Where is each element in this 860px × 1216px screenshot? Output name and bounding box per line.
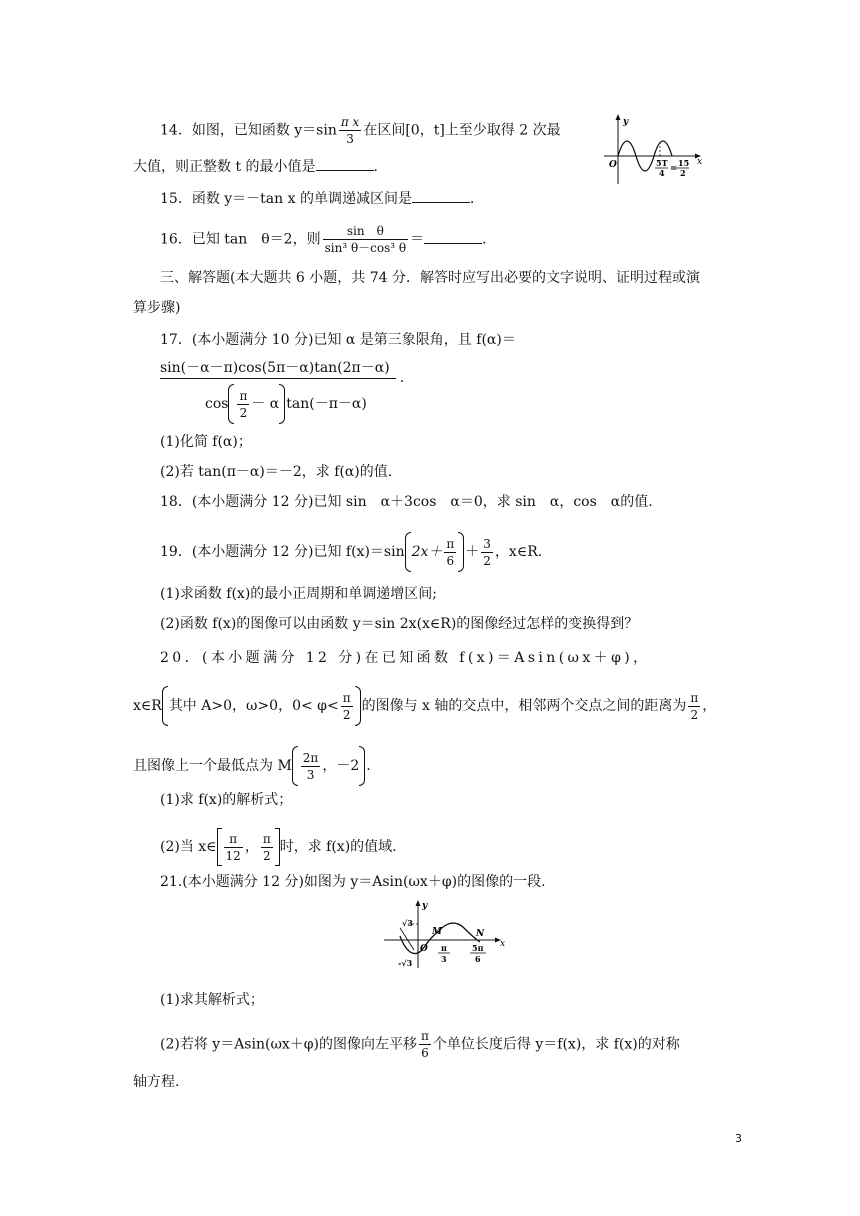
svg-text:5T: 5T [656, 158, 668, 168]
q14-line1: 14．如图，已知函数 y＝sin $\frac{\text{π x}}{3}$ 在区间[0，t]上至少取得 2 次最 [160, 115, 561, 146]
q20-line1: 20．(本小题满分 12 分)在已知函数 f(x)＝Asin(ωx＋φ)， [160, 650, 651, 666]
answer-blank[interactable] [316, 156, 374, 171]
q20-part1: (1)求 f(x)的解析式； [160, 792, 293, 808]
svg-text:5π: 5π [472, 943, 484, 953]
q14-sine-figure [598, 112, 706, 188]
section3-heading: 三、解答题(本大题共 6 小题，共 74 分．解答时应写出必要的文字说明、证明过程或演 [160, 270, 700, 286]
svg-text:π: π [441, 943, 447, 953]
page-number: 3 [735, 1132, 742, 1145]
svg-text:6: 6 [475, 954, 481, 964]
svg-text:15: 15 [678, 158, 690, 168]
svg-text:y: y [623, 117, 629, 127]
q17-part1: (1)化简 f(α)； [160, 434, 252, 450]
q21-line1: 21.(本小题满分 12 分)如图为 y＝Asin(ωx＋φ)的图像的一段. [160, 874, 546, 890]
q19-part2: (2)函数 f(x)的图像可以由函数 y＝sin 2x(x∈R)的图像经过怎样的变换得到？ [160, 616, 639, 632]
q17-line1: 17．(本小题满分 10 分)已知 α 是第三象限角，且 f(α)＝ [160, 332, 516, 348]
q21-sine-figure [380, 898, 510, 972]
svg-text:√3: √3 [402, 918, 413, 928]
q14-line2: 大值，则正整数 t 的最小值是 ． [133, 156, 388, 177]
svg-text:x: x [697, 157, 703, 167]
svg-text:M: M [432, 927, 442, 937]
q17-denominator: cos $\frac{\pi}{2}$ － α tan(－π－α) [205, 384, 367, 424]
svg-text:y: y [422, 901, 428, 911]
answer-blank[interactable] [412, 188, 470, 203]
svg-text:x: x [500, 939, 506, 949]
q21-part1: (1)求其解析式； [160, 992, 264, 1008]
section3-heading-cont: 算步骤) [133, 300, 181, 316]
q17-numerator: sin(－α－π)cos(5π－α)tan(2π－α). [160, 360, 405, 386]
q15: 15．函数 y＝－tan x 的单调递减区间是 ． [160, 188, 484, 209]
q21-part2: (2)若将 y＝Asin(ωx＋φ)的图像向左平移 $\frac{\pi}{6}$ 个单位长度后得 y＝f(x)，求 f(x)的对称 [160, 1029, 680, 1060]
svg-text:4: 4 [659, 168, 665, 178]
svg-text:2: 2 [680, 168, 686, 178]
answer-blank[interactable] [424, 229, 482, 244]
svg-text:O: O [420, 944, 428, 954]
q21-part2-cont: 轴方程. [133, 1074, 180, 1090]
svg-text:N: N [476, 929, 485, 939]
q18: 18．(本小题满分 12 分)已知 sin α＋3cos α＝0，求 sin α，cos α的值. [160, 494, 653, 510]
svg-text:-√3: -√3 [398, 958, 413, 968]
q19-part1: (1)求函数 f(x)的最小正周期和单调递增区间; [160, 586, 437, 602]
svg-text:3: 3 [441, 954, 447, 964]
q19-line1: 19．(本小题满分 12 分)已知 f(x)＝sin 2x＋ $\frac{\pi}{6}$ ＋ $\frac{3}{2}$ ，x∈R. [160, 532, 542, 572]
q20-part2: (2)当 x∈ $\frac{\pi}{12}$ ， $\frac{\pi}{2}$ 时，求 f(x)的值域. [160, 828, 397, 866]
q20-line2: x∈R 其中 A>0，ω>0，0< φ< $\frac{\pi}{2}$ 的图像与 x 轴的交点中，相邻两个交点之间的距离为 $\frac{\pi}{2}$ ， [133, 686, 716, 726]
svg-text:O: O [609, 160, 617, 170]
q17-part2: (2)若 tan(π－α)＝－2，求 f(α)的值. [160, 464, 393, 480]
svg-text:=: = [670, 164, 678, 174]
q16: 16．已知 tan θ＝2，则 $\frac{\text{sin θ}}{\text{sin³ θ－cos³ θ}}$ ＝ ． [160, 224, 497, 255]
q20-line3: 且图像上一个最低点为 M $\frac{2\pi}{3}$ ，－2 . [133, 746, 371, 786]
